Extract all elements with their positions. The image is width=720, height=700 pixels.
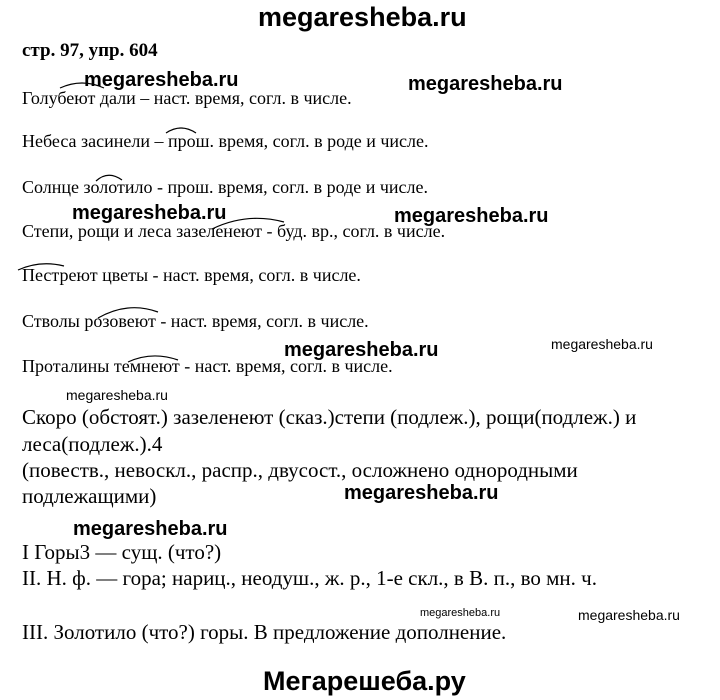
analysis-line-1: Скоро (обстоят.) зазеленеют (сказ.)степи (подлеж.), рощи(подлеж.) и (22, 405, 637, 429)
morph-line-2: II. Н. ф. — гора; нариц., неодуш., ж. р., 1-е скл., в В. п., во мн. ч. (22, 566, 597, 590)
watermark: megaresheba.ru (394, 205, 549, 227)
watermark: megaresheba.ru (72, 202, 227, 224)
line-5: Пестреют цветы - наст. время, согл. в числе. (22, 265, 361, 285)
watermark: megaresheba.ru (284, 339, 439, 361)
line-4: Степи, рощи и леса зазеленеют - буд. вр., согл. в числе. (22, 221, 446, 241)
watermark: megaresheba.ru (344, 482, 499, 504)
watermark: megaresheba.ru (578, 607, 680, 623)
watermark: megaresheba.ru (73, 518, 228, 540)
line-7: Проталины темнеют - наст. время, согл. в числе. (22, 356, 393, 376)
watermark: megaresheba.ru (420, 607, 501, 619)
site-title: megaresheba.ru (258, 2, 467, 32)
analysis-line-3: (повеств., невоскл., распр., двусост., осложнено однородными (22, 458, 578, 482)
watermark: megaresheba.ru (66, 387, 168, 403)
morph-line-1: I Горы3 — сущ. (что?) (22, 540, 222, 564)
watermark: megaresheba.ru (84, 69, 239, 91)
page-heading: стр. 97, упр. 604 (22, 40, 158, 61)
analysis-line-4: подлежащими) (22, 484, 157, 508)
line-2: Небеса засинели – прош. время, согл. в роде и числе. (22, 131, 429, 151)
morph-line-3: III. Золотило (что?) горы. В предложение дополнение. (22, 620, 507, 644)
watermark: megaresheba.ru (551, 336, 653, 352)
watermark: megaresheba.ru (408, 73, 563, 95)
line-6: Стволы розовеют - наст. время, согл. в числе. (22, 311, 369, 331)
line-3: Солнце золотило - прош. время, согл. в роде и числе. (22, 177, 428, 197)
line-1: Голубеют дали – наст. время, согл. в числе. (22, 88, 352, 108)
analysis-line-2: леса(подлеж.).4 (22, 432, 163, 456)
footer-title: Мегарешеба.ру (263, 666, 466, 696)
